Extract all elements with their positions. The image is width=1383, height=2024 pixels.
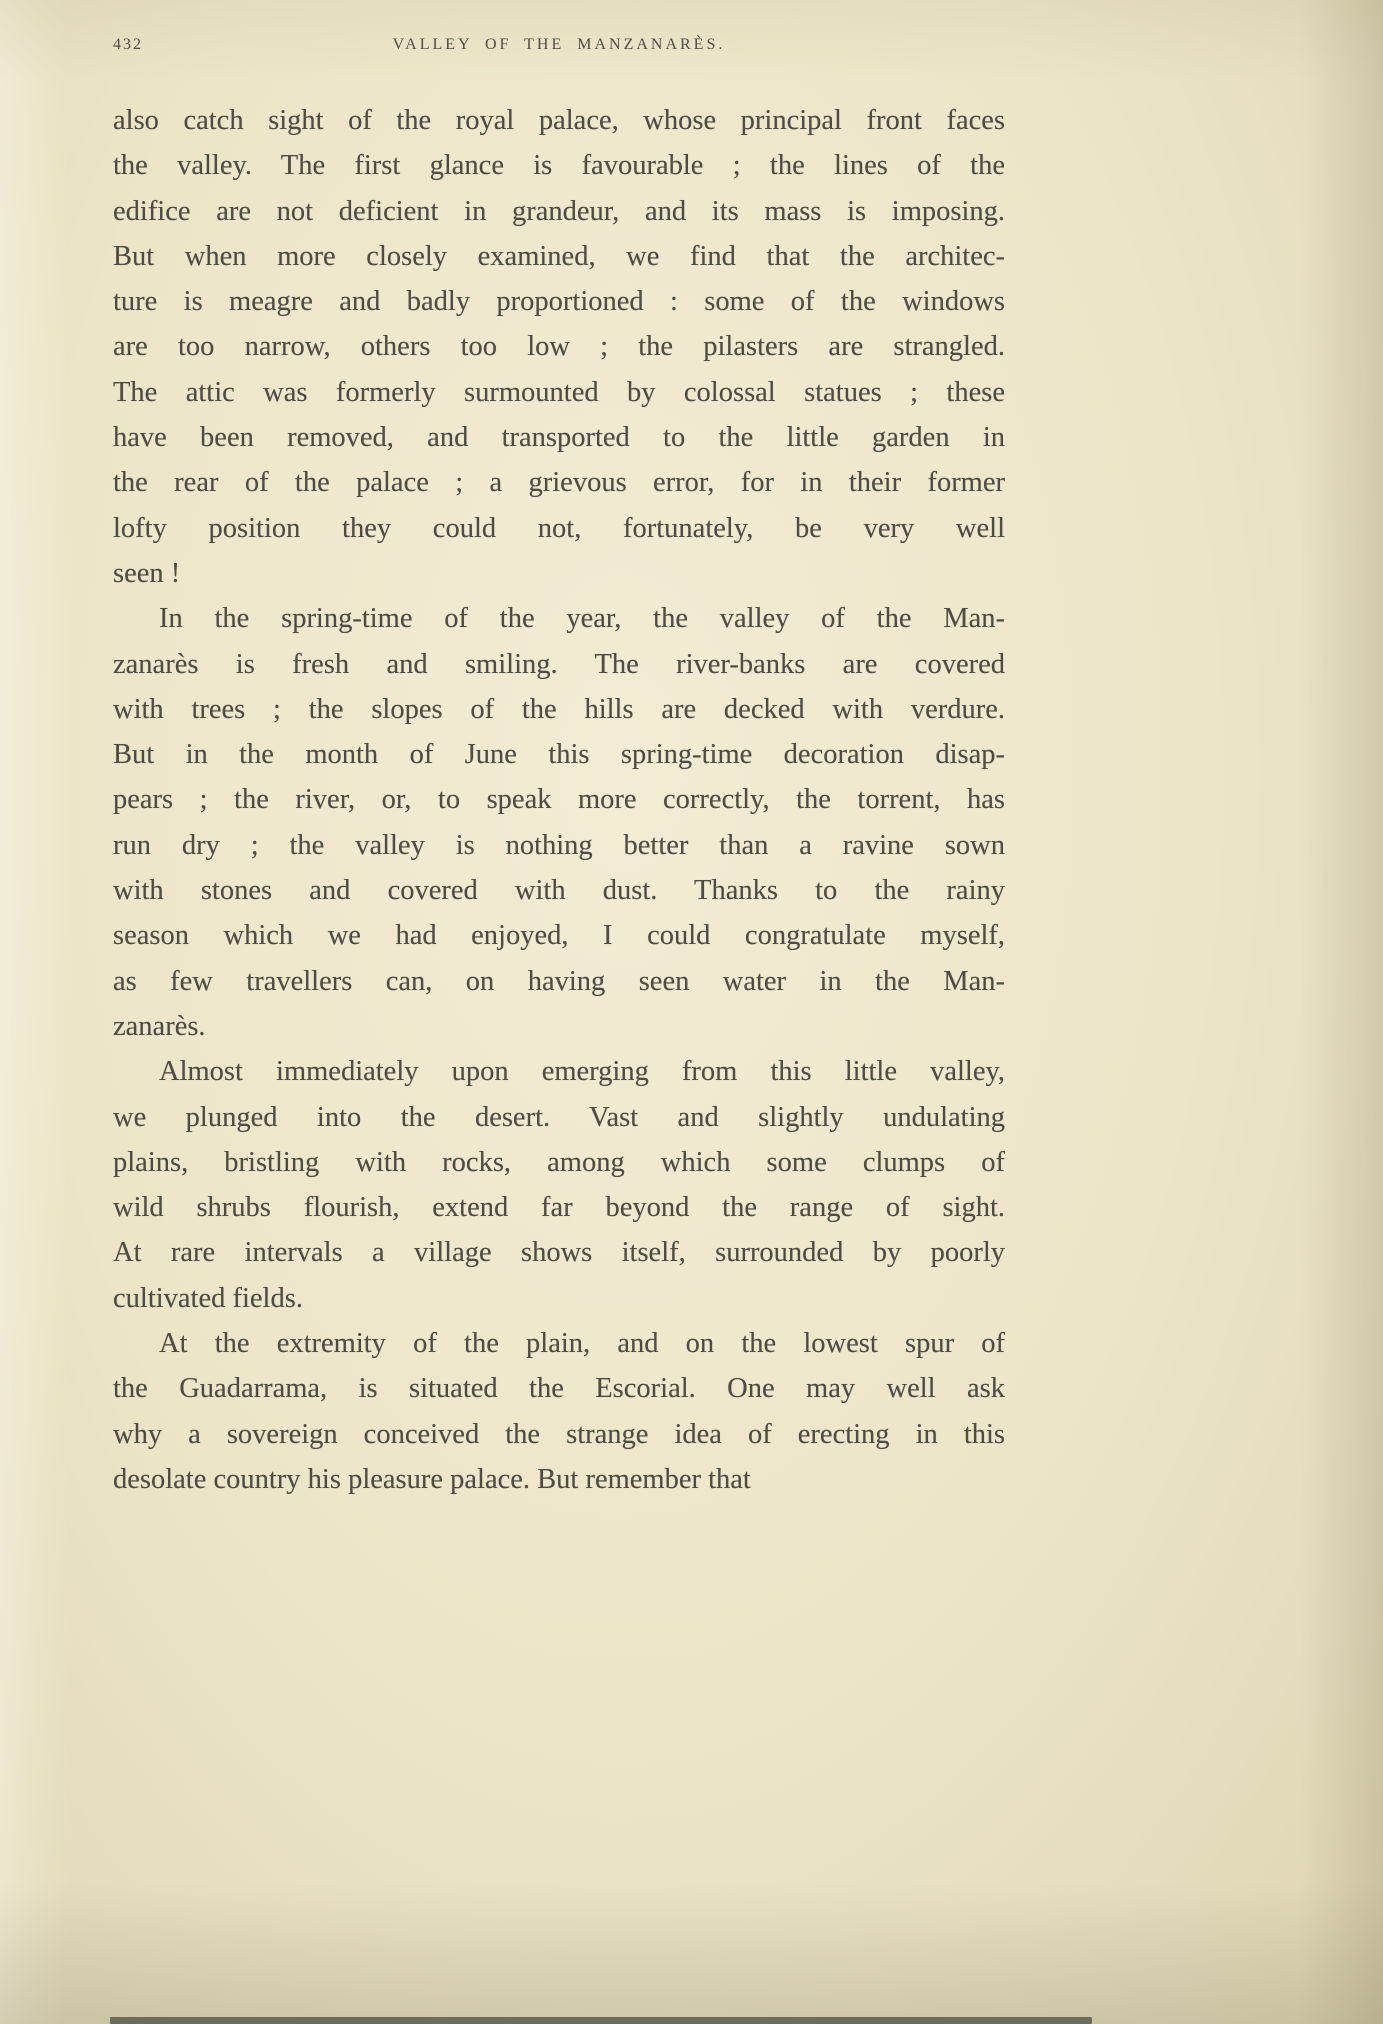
- text-line: edifice are not deficient in grandeur, and its mass is imposing.: [113, 195, 1005, 227]
- running-header-title: VALLEY OF THE MANZANARÈS.: [392, 36, 726, 53]
- text-line: have been removed, and transported to the little garden in: [113, 422, 1005, 454]
- text-line: with trees ; the slopes of the hills are decked with verdure.: [113, 693, 1005, 725]
- text-line: zanarès.: [113, 1010, 206, 1042]
- scan-edge-artifact: [110, 2017, 1092, 2024]
- paragraph: [113, 1321, 1005, 1502]
- text-line: the valley. The first glance is favourable ; the lines of the: [113, 150, 1005, 182]
- text-line: wild shrubs flourish, extend far beyond the range of sight.: [113, 1192, 1005, 1224]
- text-line: The attic was formerly surmounted by colossal statues ; these: [113, 376, 1005, 408]
- text-line: At the extremity of the plain, and on the lowest spur of: [159, 1328, 1005, 1360]
- text-line: also catch sight of the royal palace, whose principal front faces: [113, 105, 1005, 136]
- text-line: as few travellers can, on having seen water in the Man-: [113, 965, 1005, 997]
- text-line: we plunged into the desert. Vast and slightly undulating: [113, 1101, 1005, 1133]
- text-line: In the spring-time of the year, the valley of the Man-: [159, 603, 1005, 635]
- text-line: season which we had enjoyed, I could congratulate myself,: [113, 920, 1005, 952]
- page-number: 432: [113, 36, 143, 53]
- text-line: the Guadarrama, is situated the Escorial. One may well ask: [113, 1373, 1005, 1405]
- text-line: cultivated fields.: [113, 1282, 303, 1314]
- text-line: with stones and covered with dust. Thanks to the rainy: [113, 875, 1005, 907]
- text-line: plains, bristling with rocks, among which some clumps of: [113, 1146, 1005, 1178]
- text-line: At rare intervals a village shows itself, surrounded by poorly: [113, 1237, 1005, 1269]
- text-line: pears ; the river, or, to speak more correctly, the torrent, has: [113, 784, 1005, 816]
- paragraph: [113, 1049, 1005, 1321]
- paragraph: [113, 98, 1005, 596]
- text-line: zanarès is fresh and smiling. The river-banks are covered: [113, 648, 1005, 680]
- text-line: desolate country his pleasure palace. But remember that: [113, 1463, 751, 1495]
- text-block: [113, 98, 1005, 1502]
- text-line: Almost immediately upon emerging from this little valley,: [159, 1056, 1005, 1088]
- text-line: But in the month of June this spring-time decoration disap-: [113, 739, 1005, 771]
- text-line: ture is meagre and badly proportioned : some of the windows: [113, 286, 1005, 318]
- paragraph: [113, 596, 1005, 1049]
- text-line: lofty position they could not, fortunately, be very well: [113, 512, 1005, 544]
- text-line: But when more closely examined, we find that the architec-: [113, 240, 1005, 272]
- text-line: why a sovereign conceived the strange idea of erecting in this: [113, 1418, 1005, 1450]
- text-line: are too narrow, others too low ; the pilasters are strangled.: [113, 331, 1005, 363]
- text-line: the rear of the palace ; a grievous error, for in their former: [113, 467, 1005, 499]
- text-line: run dry ; the valley is nothing better than a ravine sown: [113, 829, 1005, 861]
- text-line: seen !: [113, 557, 181, 589]
